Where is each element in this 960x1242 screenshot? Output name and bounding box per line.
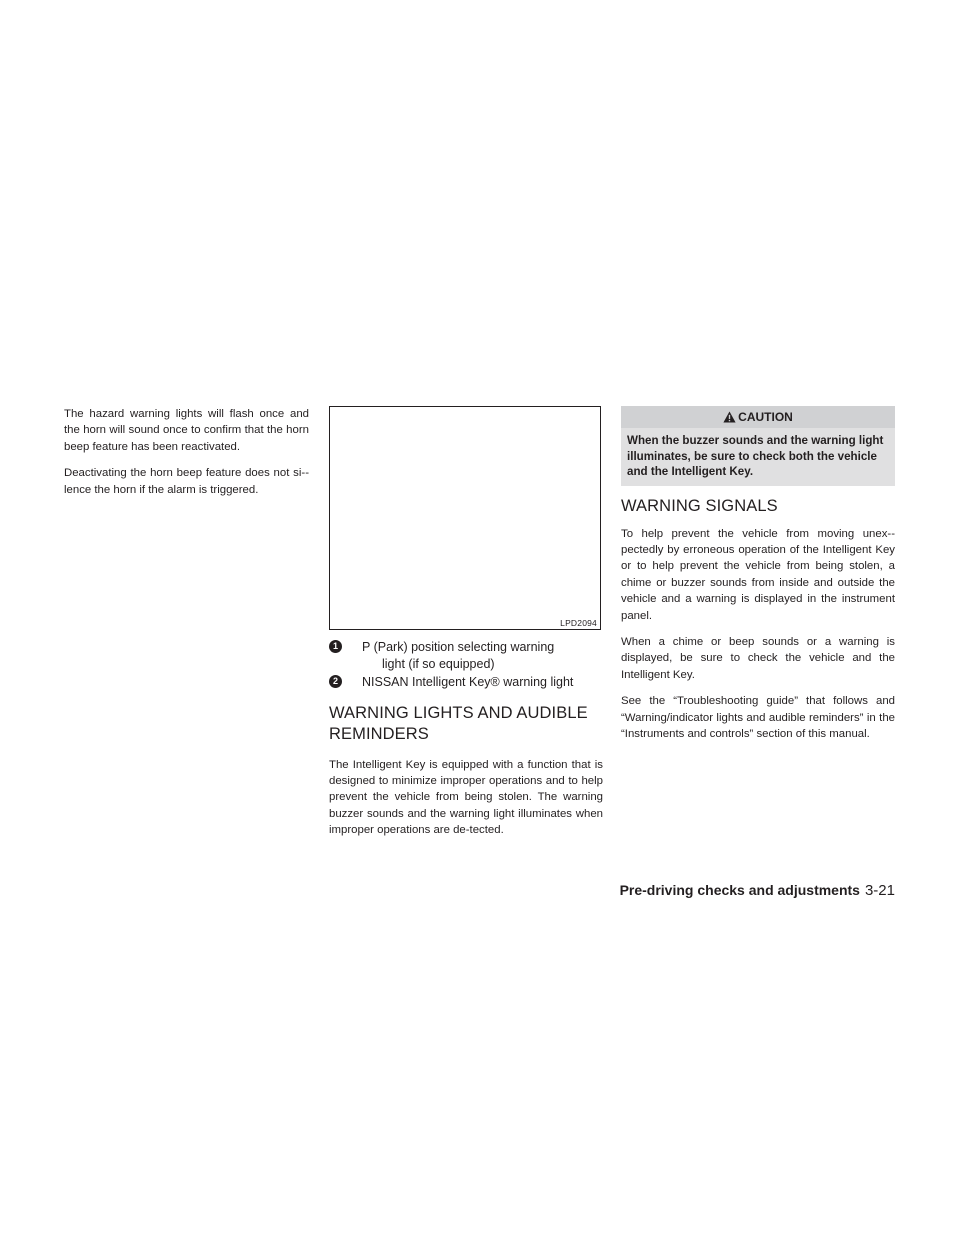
figure-callouts: [329, 639, 603, 691]
paragraph: See the “Troubleshooting guide” that follows and “Warning/indicator lights and audible reminders” in the “Instruments and controls” section of this manual.: [621, 695, 895, 740]
section-title: WARNING LIGHTS AND AUDIBLE REMINDERS: [329, 703, 588, 743]
left-column: [64, 406, 309, 508]
section-title: WARNING SIGNALS: [621, 496, 778, 515]
warning-triangle-icon: [723, 411, 736, 423]
callout-number-badge: 2: [329, 675, 342, 688]
page-number: 3-21: [864, 882, 895, 899]
callout-text: [362, 639, 603, 672]
paragraph: To help prevent the vehicle from moving unex-pectedly by erroneous operation of the Intelligent Key or to help prevent the vehicle from being stolen, a chime or buzzer sounds from inside and outside the vehicle and a warning is displayed in the instrument panel.: [621, 527, 895, 622]
callout-text-line: NISSAN Intelligent Key® warning light: [362, 675, 574, 689]
callout-text: [362, 674, 603, 691]
callout-text-line: light (if so equipped): [382, 656, 495, 671]
middle-column: [329, 406, 603, 849]
callout-number-badge: 1: [329, 640, 342, 653]
callout-text-line: P (Park) position selecting warning: [362, 640, 555, 654]
paragraph: The Intelligent Key is equipped with a function that is designed to minimize improper operations and to help prevent the vehicle from being stolen. The warning buzzer sounds and the warning light illuminates when improper operations are de-tected.: [329, 758, 603, 837]
figure-code: LPD2094: [560, 618, 597, 628]
caution-heading: [621, 406, 895, 428]
caution-label: CAUTION: [738, 410, 793, 424]
figure-illustration: [329, 406, 601, 630]
caution-box: [621, 406, 895, 486]
callout-item: [329, 639, 603, 672]
right-column: [621, 406, 895, 752]
paragraph: Deactivating the horn beep feature does not si-lence the horn if the alarm is triggered.: [64, 467, 309, 496]
footer-section-name: Pre-driving checks and adjustments: [619, 882, 860, 898]
callout-item: [329, 674, 603, 691]
paragraph: When a chime or beep sounds or a warning is displayed, be sure to check the vehicle and the Intelligent Key.: [621, 635, 895, 681]
caution-text: When the buzzer sounds and the warning light illuminates, be sure to check both the vehicle and the Intelligent Key.: [627, 434, 884, 478]
paragraph: The hazard warning lights will flash once and the horn will sound once to confirm that the horn beep feature has been reactivated.: [64, 408, 309, 453]
page-footer: [620, 882, 895, 899]
